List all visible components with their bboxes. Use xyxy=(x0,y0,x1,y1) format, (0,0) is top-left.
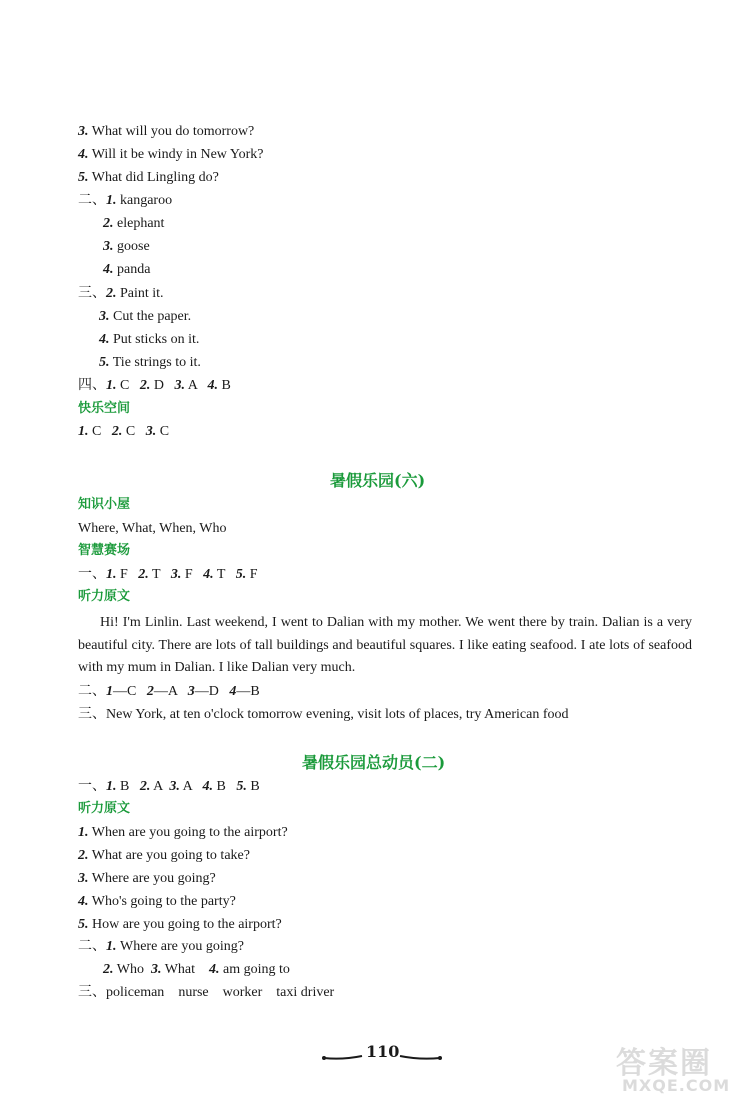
answer-line: 3. What will you do tomorrow? xyxy=(78,124,255,139)
section-heading-happy-space: 快乐空间 xyxy=(78,401,131,416)
answer-line: 4. Who's going to the party? xyxy=(78,894,236,909)
answer-line: 5. Tie strings to it. xyxy=(99,355,201,370)
answer-line: 2. elephant xyxy=(103,216,165,231)
answer-line: 1. When are you going to the airport? xyxy=(78,825,288,840)
answer-line: 4. panda xyxy=(103,262,151,277)
answer-line: 5. How are you going to the airport? xyxy=(78,917,282,932)
answer-line: 3. Cut the paper. xyxy=(99,309,192,324)
exercise-3-line: 三、policeman nurse worker taxi driver xyxy=(78,985,335,1000)
section-heading-knowledge: 知识小屋 xyxy=(78,497,131,512)
answer-line: 2. Who 3. What 4. am going to xyxy=(103,962,290,977)
knowledge-line: Where, What, When, Who xyxy=(78,521,227,536)
section-heading-listening: 听力原文 xyxy=(78,801,131,816)
exercise-2-line: 二、1. kangaroo xyxy=(78,193,173,208)
answer-line: 4. Put sticks on it. xyxy=(99,332,200,347)
section-heading-listening: 听力原文 xyxy=(78,589,131,604)
answer-line: 4. Will it be windy in New York? xyxy=(78,147,264,162)
page-number: 110 xyxy=(366,1042,400,1061)
exercise-3-line: 三、New York, at ten o'clock tomorrow evening, visit lots of places, try American food xyxy=(78,707,569,722)
section-title: 暑假乐园(六) xyxy=(330,471,426,490)
answer-line: 5. What did Lingling do? xyxy=(78,170,219,185)
answer-line: 3. goose xyxy=(103,239,150,254)
listening-passage: Hi! I'm Linlin. Last weekend, I went to Dalian with my mother. We went there by train. Dalian is a very beautiful city. There are lots of tall buildings and beautiful squares. I like eating seafood. I ate lots of seafood with my mum in Dalian. I like Dalian very much. xyxy=(78,615,692,675)
page-footer xyxy=(322,1042,442,1066)
exercise-1-line: 一、1. F 2. T 3. F 4. T 5. F xyxy=(78,567,258,582)
answer-line: 1. C 2. C 3. C xyxy=(78,424,170,439)
section-title: 暑假乐园总动员(二) xyxy=(302,753,446,772)
answer-line: 2. What are you going to take? xyxy=(78,848,250,863)
exercise-1-line: 一、1. B 2. A 3. A 4. B 5. B xyxy=(78,779,260,794)
watermark-logo: 答案圈 MXQE.COM xyxy=(616,1046,731,1095)
section-heading-arena: 智慧赛场 xyxy=(78,543,131,558)
answer-line: 3. Where are you going? xyxy=(78,871,216,886)
exercise-2-line: 二、1—C 2—A 3—D 4—B xyxy=(78,684,260,699)
exercise-2-line: 二、1. Where are you going? xyxy=(78,939,244,954)
exercise-4-line: 四、1. C 2. D 3. A 4. B xyxy=(78,378,231,393)
exercise-3-line: 三、2. Paint it. xyxy=(78,286,164,301)
